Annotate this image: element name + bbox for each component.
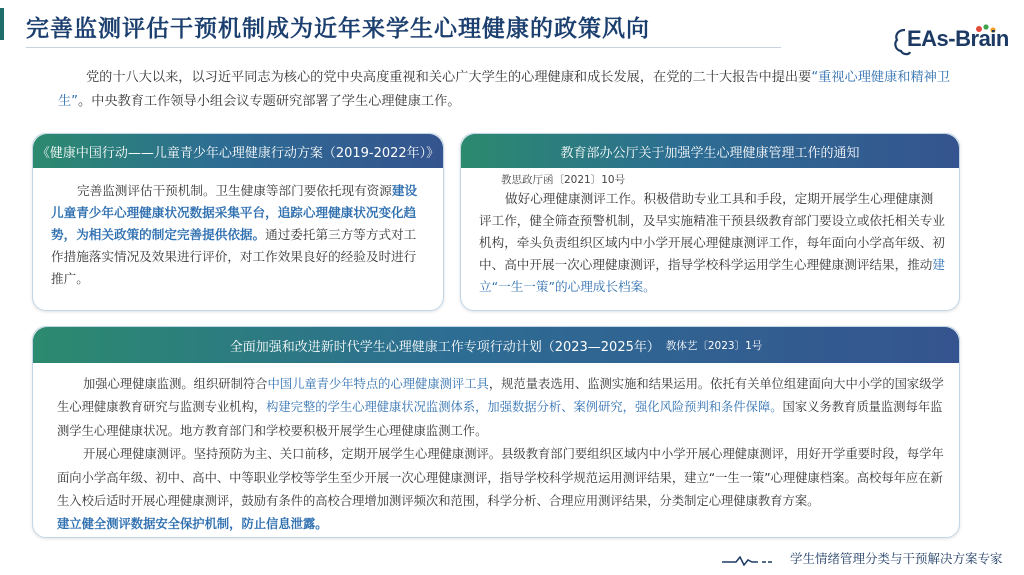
logo-text: EAs-Brain [907, 26, 1009, 51]
title-divider [26, 47, 781, 48]
card-header [33, 327, 959, 363]
card-highlight: 构建完整的学生心理健康状况监测体系，加强数据分析、案例研究，强化风险预判和条件保障。 [266, 400, 783, 415]
intro-text-end: 。中央教育工作领导小组会议专题研究部署了学生心理健康工作。 [78, 94, 461, 109]
intro-text: 党的十八大以来，以习近平同志为核心的党中央高度重视和关心广大学生的心理健康和成长发展，在党的二十大报告中提出要 [86, 70, 812, 85]
card-highlight: 中国儿童青少年特点的心理健康测评工具 [267, 377, 489, 391]
logo [893, 24, 1009, 58]
card-highlight: 建立健全测评数据安全保护机制，防止信息泄露。 [57, 517, 328, 532]
page-title: 完善监测评估干预机制成为近年来学生心理健康的政策风向 [26, 16, 650, 42]
doc-number: 教思政厅函〔2021〕10号 [501, 174, 626, 186]
policy-card-health-action [32, 133, 444, 311]
card-header [33, 134, 443, 168]
paragraph-monitoring [57, 373, 947, 443]
card-text: 完善监测评估干预机制。卫生健康等部门要依托现有资源 [77, 183, 392, 198]
card-text: 做好心理健康测评工作。积极借助专业工具和手段，定期开展学生心理健康测评工作，健全筛查预警机制，及早实施精准干预县级教育部门要设立或依托相关专业机构，牵头负责组织区域内中小学开展心理健康测评工作，每年面向小学高年级、初中、高中开展一次心理健康测评，指导学校科学运用学生心理健康测评结果，推动 [479, 191, 945, 272]
paragraph-assessment [57, 443, 947, 513]
heartbeat-line-icon [722, 556, 772, 566]
card-highlight: 建立“一生一策”的心理成长档案。 [479, 257, 945, 294]
card-header-title: 《健康中国行动——儿童青少年心理健康行动方案（2019-2022年）》 [36, 145, 440, 161]
policy-card-action-plan [32, 326, 960, 538]
card-text-end: 通过委托第三方等方式对工作措施落实情况及效果进行评价，对工作效果良好的经验及时进行推广。 [51, 227, 417, 286]
intro-paragraph [58, 66, 978, 114]
card-text: 国家义务教育质量监测每年监测学生心理健康状况。地方教育部门和学校要积极开展学生心理健康监测工作。 [57, 400, 943, 438]
card-body [479, 188, 945, 298]
card-text: 开展心理健康测评。坚持预防为主、关口前移，定期开展学生心理健康测评。县级教育部门要组织区域内中小学开展心理健康测评，用好开学重要时段，每学年面向小学高年级、初中、高中、中等职业学校等学生至少开展一次心理健康测评，指导学校科学规范运用测评结果，建立“一生一策”心理健康档案。高校每年应在新生入校后适时开展心理健康测评，鼓励有条件的高校合理增加测评频次和范围，科学分析、合理应用测评结果，分类制定心理健康教育方案。 [57, 447, 944, 509]
card-header-title: 教育部办公厅关于加强学生心理健康管理工作的通知 [560, 145, 860, 161]
card-body [57, 373, 947, 537]
title-accent-bar [0, 8, 4, 40]
card-text: 加强心理健康监测。组织研制符合 [83, 377, 268, 391]
doc-number: 教体艺〔2023〕1号 [665, 339, 763, 352]
policy-card-moe-notice [460, 133, 960, 311]
card-header [461, 134, 959, 168]
card-body [51, 180, 427, 290]
card-text: ，规范量表选用、监测实施和结果运用。依托有关单位组建面向大中小学的国家级学生心理健康教育研究与监测专业机构， [57, 377, 944, 415]
card-header-title: 全面加强和改进新时代学生心理健康工作专项行动计划（2023—2025年） [229, 339, 660, 355]
card-highlight: 建设儿童青少年心理健康状况数据采集平台，追踪心理健康状况变化趋势，为相关政策的制定完善提供依据。 [51, 183, 418, 242]
paragraph-data-security [57, 513, 947, 536]
intro-highlight: “重视心理健康和精神卫生” [58, 70, 951, 109]
footer-tagline: 学生情绪管理分类与干预解决方案专家 [790, 551, 1003, 566]
